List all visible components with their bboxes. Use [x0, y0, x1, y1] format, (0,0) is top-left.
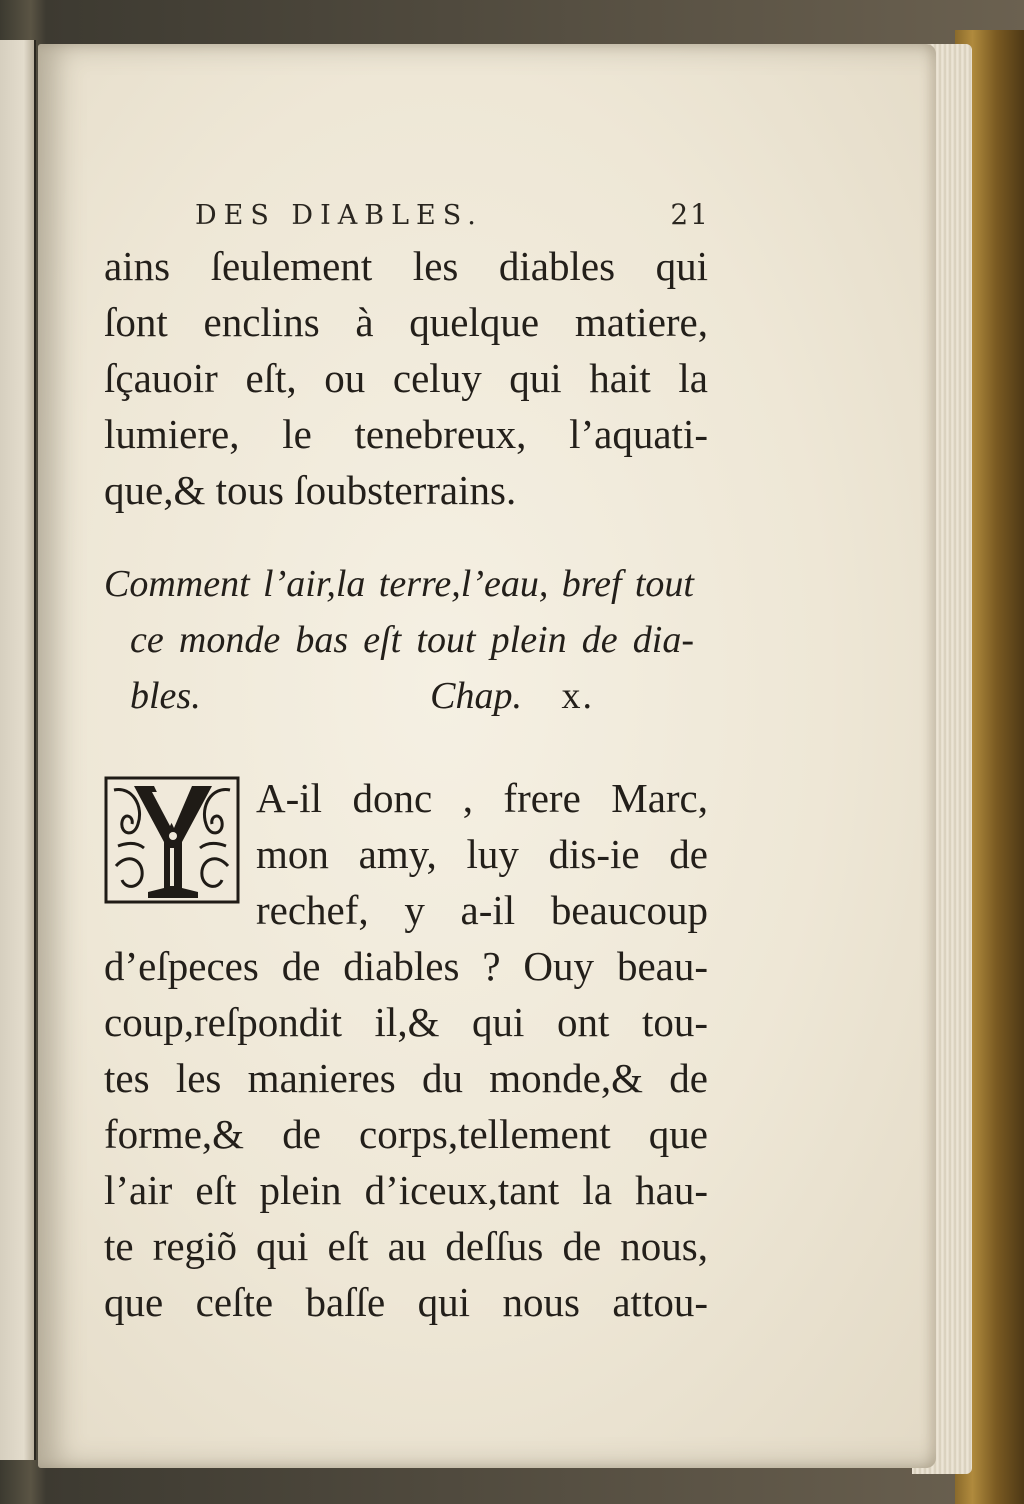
text-line: mon amy, luy dis-ie de [256, 831, 708, 877]
facing-page-edge [0, 40, 36, 1460]
text-line: forme,& de corps,tellement que [104, 1111, 708, 1157]
chapter-number: x. [561, 675, 594, 717]
running-title: DES DIABLES. [195, 200, 483, 231]
text-line: d’eſpeces de diables ? Ouy beau- [104, 943, 708, 989]
text-line: tes les manieres du monde,& de [104, 1055, 708, 1101]
text-line: A-il donc , frere Marc, [256, 775, 708, 821]
page-number: 21 [670, 198, 710, 231]
chapter-heading-tail [104, 668, 694, 724]
text-line: rechef, y a-il beaucoup [256, 887, 708, 933]
running-head [195, 198, 710, 231]
text-line: te regiõ qui eſt au deſſus de nous, [104, 1223, 708, 1269]
text-line: ſont enclins à quelque matiere, [104, 299, 708, 345]
chapter-label: Chap. [430, 675, 523, 717]
text-line: que ceſte baſſe qui nous attou- [104, 1279, 708, 1325]
chapter-heading [104, 556, 694, 724]
text-line: ſçauoir eſt, ou celuy qui hait la [104, 355, 708, 401]
text-line: que,& tous ſoubsterrains. [104, 467, 517, 513]
chapter-heading-line: Comment l’air,la terre,l’eau, bref tout [104, 563, 694, 605]
paragraph-1 [104, 238, 708, 518]
text-line: l’air eſt plein d’iceux,tant la hau- [104, 1167, 708, 1213]
text-line: coup,reſpondit il,& qui ont tou- [104, 999, 708, 1045]
chapter-heading-line: bles. [130, 675, 201, 717]
paragraph-2 [104, 770, 708, 1330]
chapter-heading-line: ce monde bas eſt tout plein de dia- [130, 619, 694, 661]
text-line: ains ſeulement les diables qui [104, 243, 708, 289]
text-line: lumiere, le tenebreux, l’aquati- [104, 411, 708, 457]
